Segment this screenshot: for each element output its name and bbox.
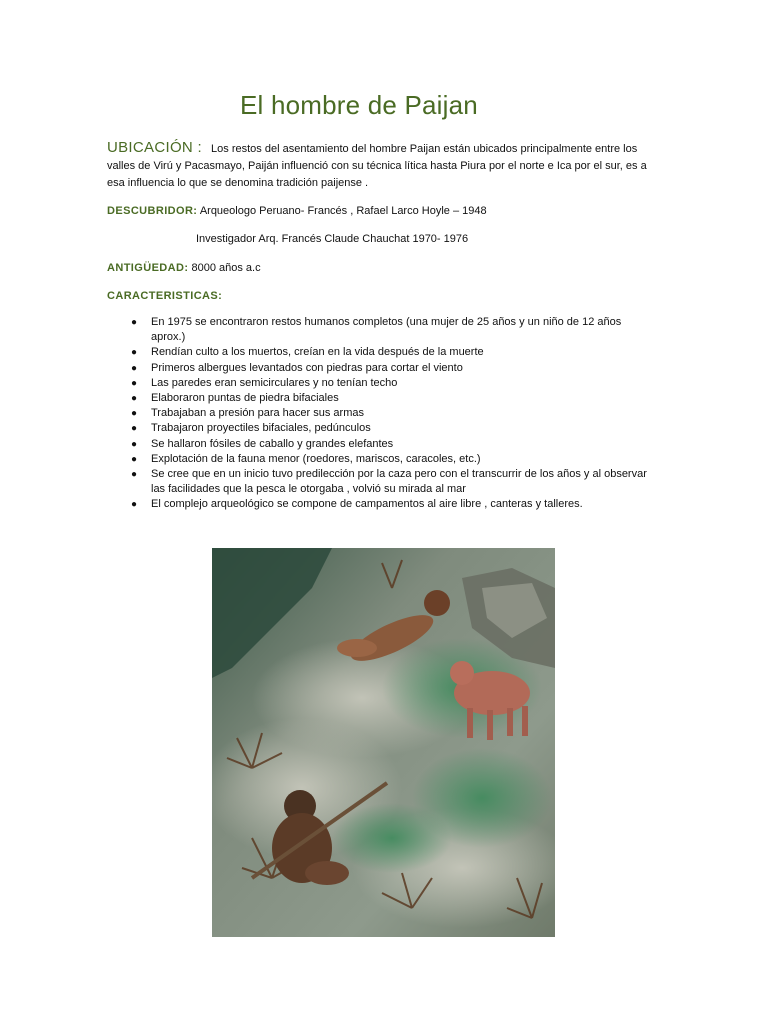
caracteristicas-label: CARACTERISTICAS: <box>107 290 223 302</box>
caracteristicas-list <box>107 315 647 513</box>
antiguedad-section <box>107 259 667 277</box>
ubicacion-label: UBICACIÓN : <box>107 139 202 156</box>
list-item: ● Primeros albergues levantados con piedras para cortar el viento <box>107 361 647 376</box>
list-item: ● Explotación de la fauna menor (roedores, mariscos, caracoles, etc.) <box>107 452 647 467</box>
descubridor-text: Arqueologo Peruano- Francés , Rafael Larco Hoyle – 1948 <box>199 205 487 217</box>
page-title: El hombre de Paijan <box>240 90 478 120</box>
bullet-icon: ● <box>131 423 138 435</box>
descubridor-label: DESCUBRIDOR: <box>107 205 198 217</box>
list-item: ● En 1975 se encontraron restos humanos completos (una mujer de 25 años y un niño de 12 años aprox.) <box>131 316 622 344</box>
bullet-icon: ● <box>131 469 138 481</box>
list-item: ● El complejo arqueológico se compone de campamentos al aire libre , canteras y talleres. <box>107 497 647 512</box>
diorama-illustration <box>212 548 555 937</box>
list-item: ● Trabajaban a presión para hacer sus armas <box>107 406 647 421</box>
ubicacion-section <box>107 139 667 192</box>
bullet-icon: ● <box>131 362 138 374</box>
bullet-icon: ● <box>131 408 138 420</box>
list-item: ● Se cree que en un inicio tuvo predilección por la caza pero con el transcurrir de los años y al observar las facilidades que la pesca le otorgaba , volvió su mirada al mar <box>131 468 647 496</box>
investigador-text: Investigador Arq. Francés Claude Chauchat 1970- 1976 <box>196 233 469 245</box>
list-item: ● Rendían culto a los muertos, creían en la vida después de la muerte <box>107 345 647 360</box>
bullet-icon: ● <box>131 377 138 389</box>
caracteristicas-section <box>107 287 667 305</box>
bullet-icon: ● <box>131 499 138 511</box>
bullet-icon: ● <box>131 393 138 405</box>
ubicacion-text: Los restos del asentamiento del hombre Paijan están ubicados principalmente entre los valles de Virú y Pacasmayo, Paiján influenció con su técnica lítica hasta Piura por el norte e Ica por el sur, es a esa influencia lo que se denomina tradición paijense . <box>107 143 647 189</box>
bullet-icon: ● <box>131 347 138 359</box>
antiguedad-label: ANTIGÜEDAD: <box>107 262 189 274</box>
antiguedad-text: 8000 años a.c <box>191 262 261 274</box>
list-item: ● Trabajaron proyectiles bifaciales, pedúnculos <box>107 421 647 436</box>
diorama-photo <box>212 548 555 937</box>
bullet-icon: ● <box>131 438 138 450</box>
bullet-icon: ● <box>131 453 138 465</box>
list-item: ● Elaboraron puntas de piedra bifaciales <box>107 391 647 406</box>
bullet-icon: ● <box>131 317 138 328</box>
list-item: ● Se hallaron fósiles de caballo y grandes elefantes <box>107 437 647 452</box>
descubridor-section <box>107 202 667 220</box>
list-item: ● Las paredes eran semicirculares y no tenían techo <box>107 376 647 391</box>
